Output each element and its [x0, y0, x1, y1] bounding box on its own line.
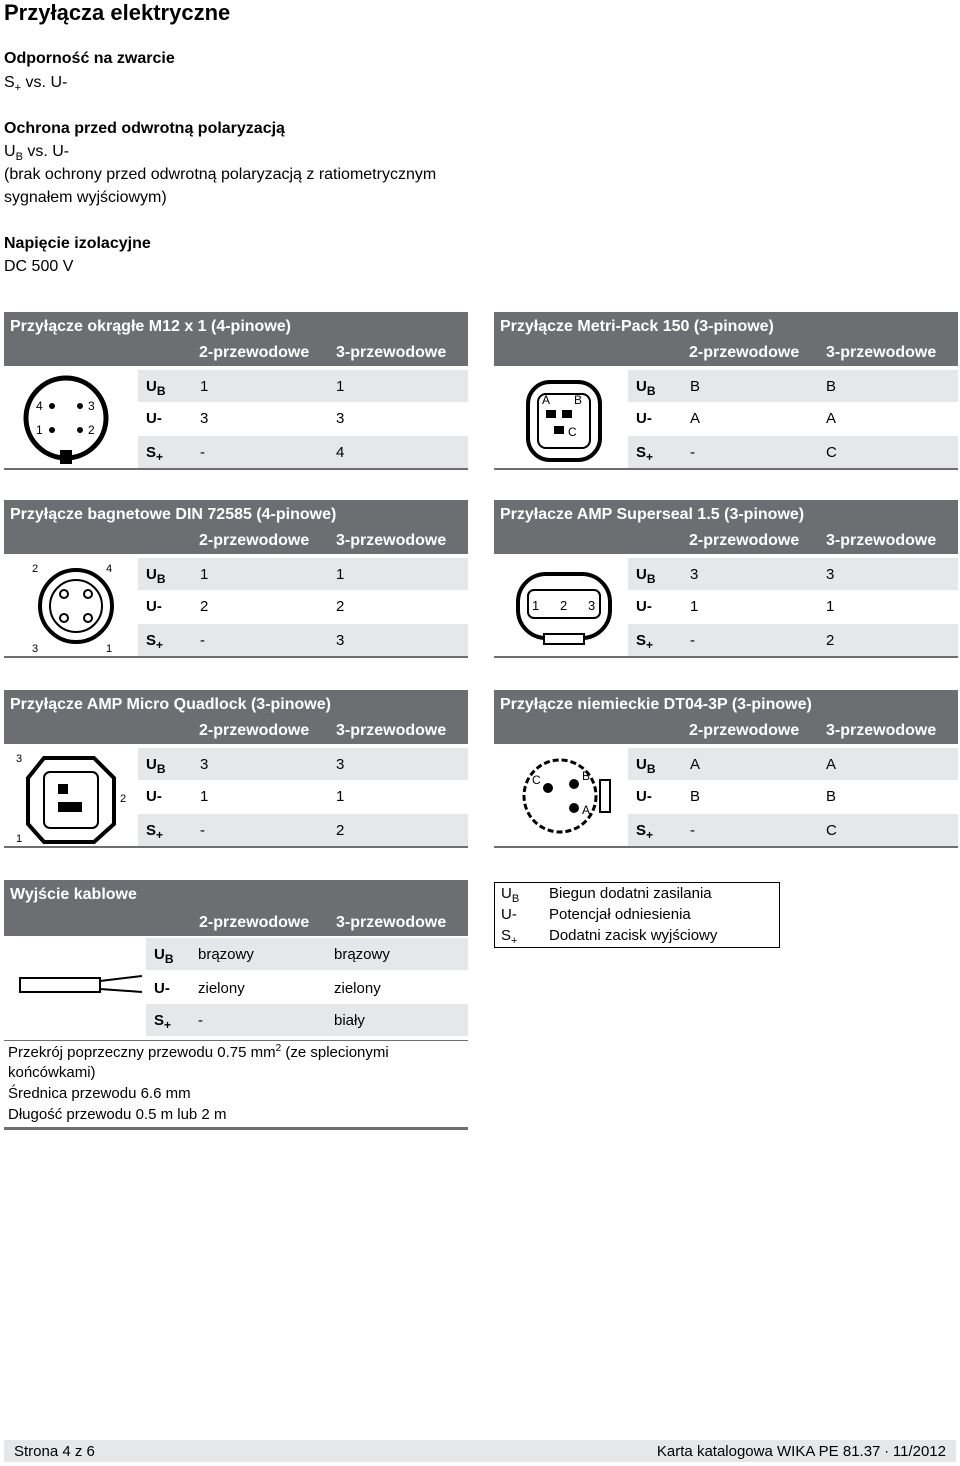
- column-2-wire: 2-przewodowe: [689, 532, 800, 549]
- row-um: U- 1 1: [636, 598, 835, 615]
- connector-panel-metri-pack: [494, 312, 958, 470]
- panel-title: Przyłacze AMP Superseal 1.5 (3-pinowe): [500, 506, 805, 523]
- pin-label: 3: [16, 753, 23, 765]
- row-sp: $S_+$ - 4: [138, 436, 468, 468]
- dt04-connector-icon: [504, 750, 624, 846]
- pin-label: B: [582, 769, 591, 783]
- panel-title: Przyłącze okrągłe M12 x 1 (4-pinowe): [10, 318, 291, 335]
- cable-icon: [18, 972, 144, 1002]
- column-3-wire: 3-przewodowe: [336, 532, 447, 549]
- pin-label: B: [574, 393, 583, 407]
- row-sp: $S_+$ - 3: [138, 624, 468, 656]
- m12-connector-icon: [14, 372, 134, 468]
- column-2-wire: 2-przewodowe: [199, 722, 310, 739]
- row-ub: $U_B$ 3 3: [628, 558, 958, 590]
- insulation-value: DC 500 V: [4, 258, 74, 275]
- cable-output-panel: [4, 880, 468, 1128]
- cable-length: Długość przewodu 0.5 m lub 2 m: [8, 1106, 227, 1123]
- metri-pack-connector-icon: [504, 372, 624, 468]
- pin-label: 4: [36, 399, 43, 413]
- cable-cross-section: Przekrój poprzeczny przewodu 0.75 $mm^2$ (ze splecionymi: [8, 1043, 389, 1061]
- connector-panel-quadlock: [4, 690, 468, 848]
- reverse-polarity-note-2: sygnałem wyjściowym): [4, 189, 167, 206]
- pin-label: 1: [106, 643, 113, 655]
- row-sp: $S_+$ - biały: [146, 1004, 468, 1036]
- quadlock-connector-icon: [14, 750, 134, 846]
- pin-label: 2: [120, 793, 127, 805]
- column-2-wire: 2-przewodowe: [689, 344, 800, 361]
- row-ub: $U_B$ 1 1: [138, 370, 468, 402]
- pin-label: 3: [88, 399, 95, 413]
- column-2-wire: 2-przewodowe: [689, 722, 800, 739]
- pin-label: 2: [32, 563, 39, 575]
- row-ub: $U_B$ brązowy brązowy: [146, 938, 468, 970]
- short-circuit-value: $S_+$ vs. U-: [4, 74, 68, 94]
- connector-panel-dt04: [494, 690, 958, 848]
- row-um: U- 2 2: [146, 598, 345, 615]
- panel-title: Przyłącze AMP Micro Quadlock (3-pinowe): [10, 696, 331, 713]
- column-3-wire: 3-przewodowe: [336, 722, 447, 739]
- row-sp: $S_+$ - C: [628, 436, 958, 468]
- pin-label: C: [532, 773, 541, 787]
- column-2-wire: 2-przewodowe: [199, 532, 310, 549]
- pin-label: 2: [88, 423, 95, 437]
- column-3-wire: 3-przewodowe: [336, 344, 447, 361]
- row-ub: $U_B$ 3 3: [138, 748, 468, 780]
- pin-label: 1: [16, 833, 23, 845]
- row-um: U- A A: [636, 410, 837, 427]
- panel-title: Wyjście kablowe: [10, 886, 137, 903]
- panel-title: Przyłącze Metri-Pack 150 (3-pinowe): [500, 318, 774, 335]
- pin-label: A: [582, 803, 591, 817]
- insulation-heading: Napięcie izolacyjne: [4, 235, 151, 252]
- cable-diameter: Średnica przewodu 6.6 mm: [8, 1085, 191, 1102]
- superseal-connector-icon: [504, 560, 624, 656]
- pin-label: 1: [36, 423, 43, 437]
- datasheet-reference: Karta katalogowa WIKA PE 81.37 ∙ 11/2012: [656, 1443, 946, 1460]
- reverse-polarity-note-1: (brak ochrony przed odwrotną polaryzacją z ratiometrycznym: [4, 166, 437, 183]
- pin-label: 1: [532, 598, 540, 613]
- bayonet-connector-icon: [14, 560, 134, 656]
- pin-label: 3: [588, 598, 596, 613]
- row-sp: $S_+$ - 2: [628, 624, 958, 656]
- page-footer: [4, 1440, 956, 1462]
- column-2-wire: 2-przewodowe: [199, 914, 310, 931]
- row-sp: $S_+$ - 2: [138, 814, 468, 846]
- reverse-polarity-value: $U_B$ vs. U-: [4, 143, 70, 163]
- row-sp: $S_+$ - C: [628, 814, 958, 846]
- column-3-wire: 3-przewodowe: [826, 722, 937, 739]
- panel-title: Przyłącze niemieckie DT04-3P (3-pinowe): [500, 696, 812, 713]
- cable-cross-section-cont: końcówkami): [8, 1064, 96, 1081]
- row-um: U- zielony zielony: [154, 980, 381, 997]
- page-title: Przyłącza elektryczne: [4, 0, 231, 25]
- pin-label: 3: [32, 643, 39, 655]
- row-ub: $U_B$ 1 1: [138, 558, 468, 590]
- row-um: U- 3 3: [146, 410, 345, 427]
- legend-box: $U_B$ Biegun dodatni zasilania U- Potencjał odniesienia $S_+$ Dodatni zacisk wyjściowy: [494, 882, 780, 948]
- row-um: U- 1 1: [146, 788, 345, 805]
- column-3-wire: 3-przewodowe: [826, 532, 937, 549]
- column-3-wire: 3-przewodowe: [336, 914, 447, 931]
- pin-label: 4: [106, 563, 113, 575]
- row-ub: $U_B$ A A: [628, 748, 958, 780]
- column-2-wire: 2-przewodowe: [199, 344, 310, 361]
- pin-label: A: [542, 393, 551, 407]
- column-3-wire: 3-przewodowe: [826, 344, 937, 361]
- connector-panel-m12: [4, 312, 468, 470]
- pin-label: 2: [560, 598, 568, 613]
- row-ub: $U_B$ B B: [628, 370, 958, 402]
- panel-title: Przyłącze bagnetowe DIN 72585 (4-pinowe): [10, 506, 337, 523]
- connector-panel-superseal: [494, 500, 958, 658]
- reverse-polarity-heading: Ochrona przed odwrotną polaryzacją: [4, 120, 285, 137]
- page-number: Strona 4 z 6: [14, 1443, 95, 1460]
- connector-panel-din: [4, 500, 468, 658]
- pin-label: C: [568, 425, 577, 439]
- short-circuit-heading: Odporność na zwarcie: [4, 50, 175, 67]
- row-um: U- B B: [636, 788, 837, 805]
